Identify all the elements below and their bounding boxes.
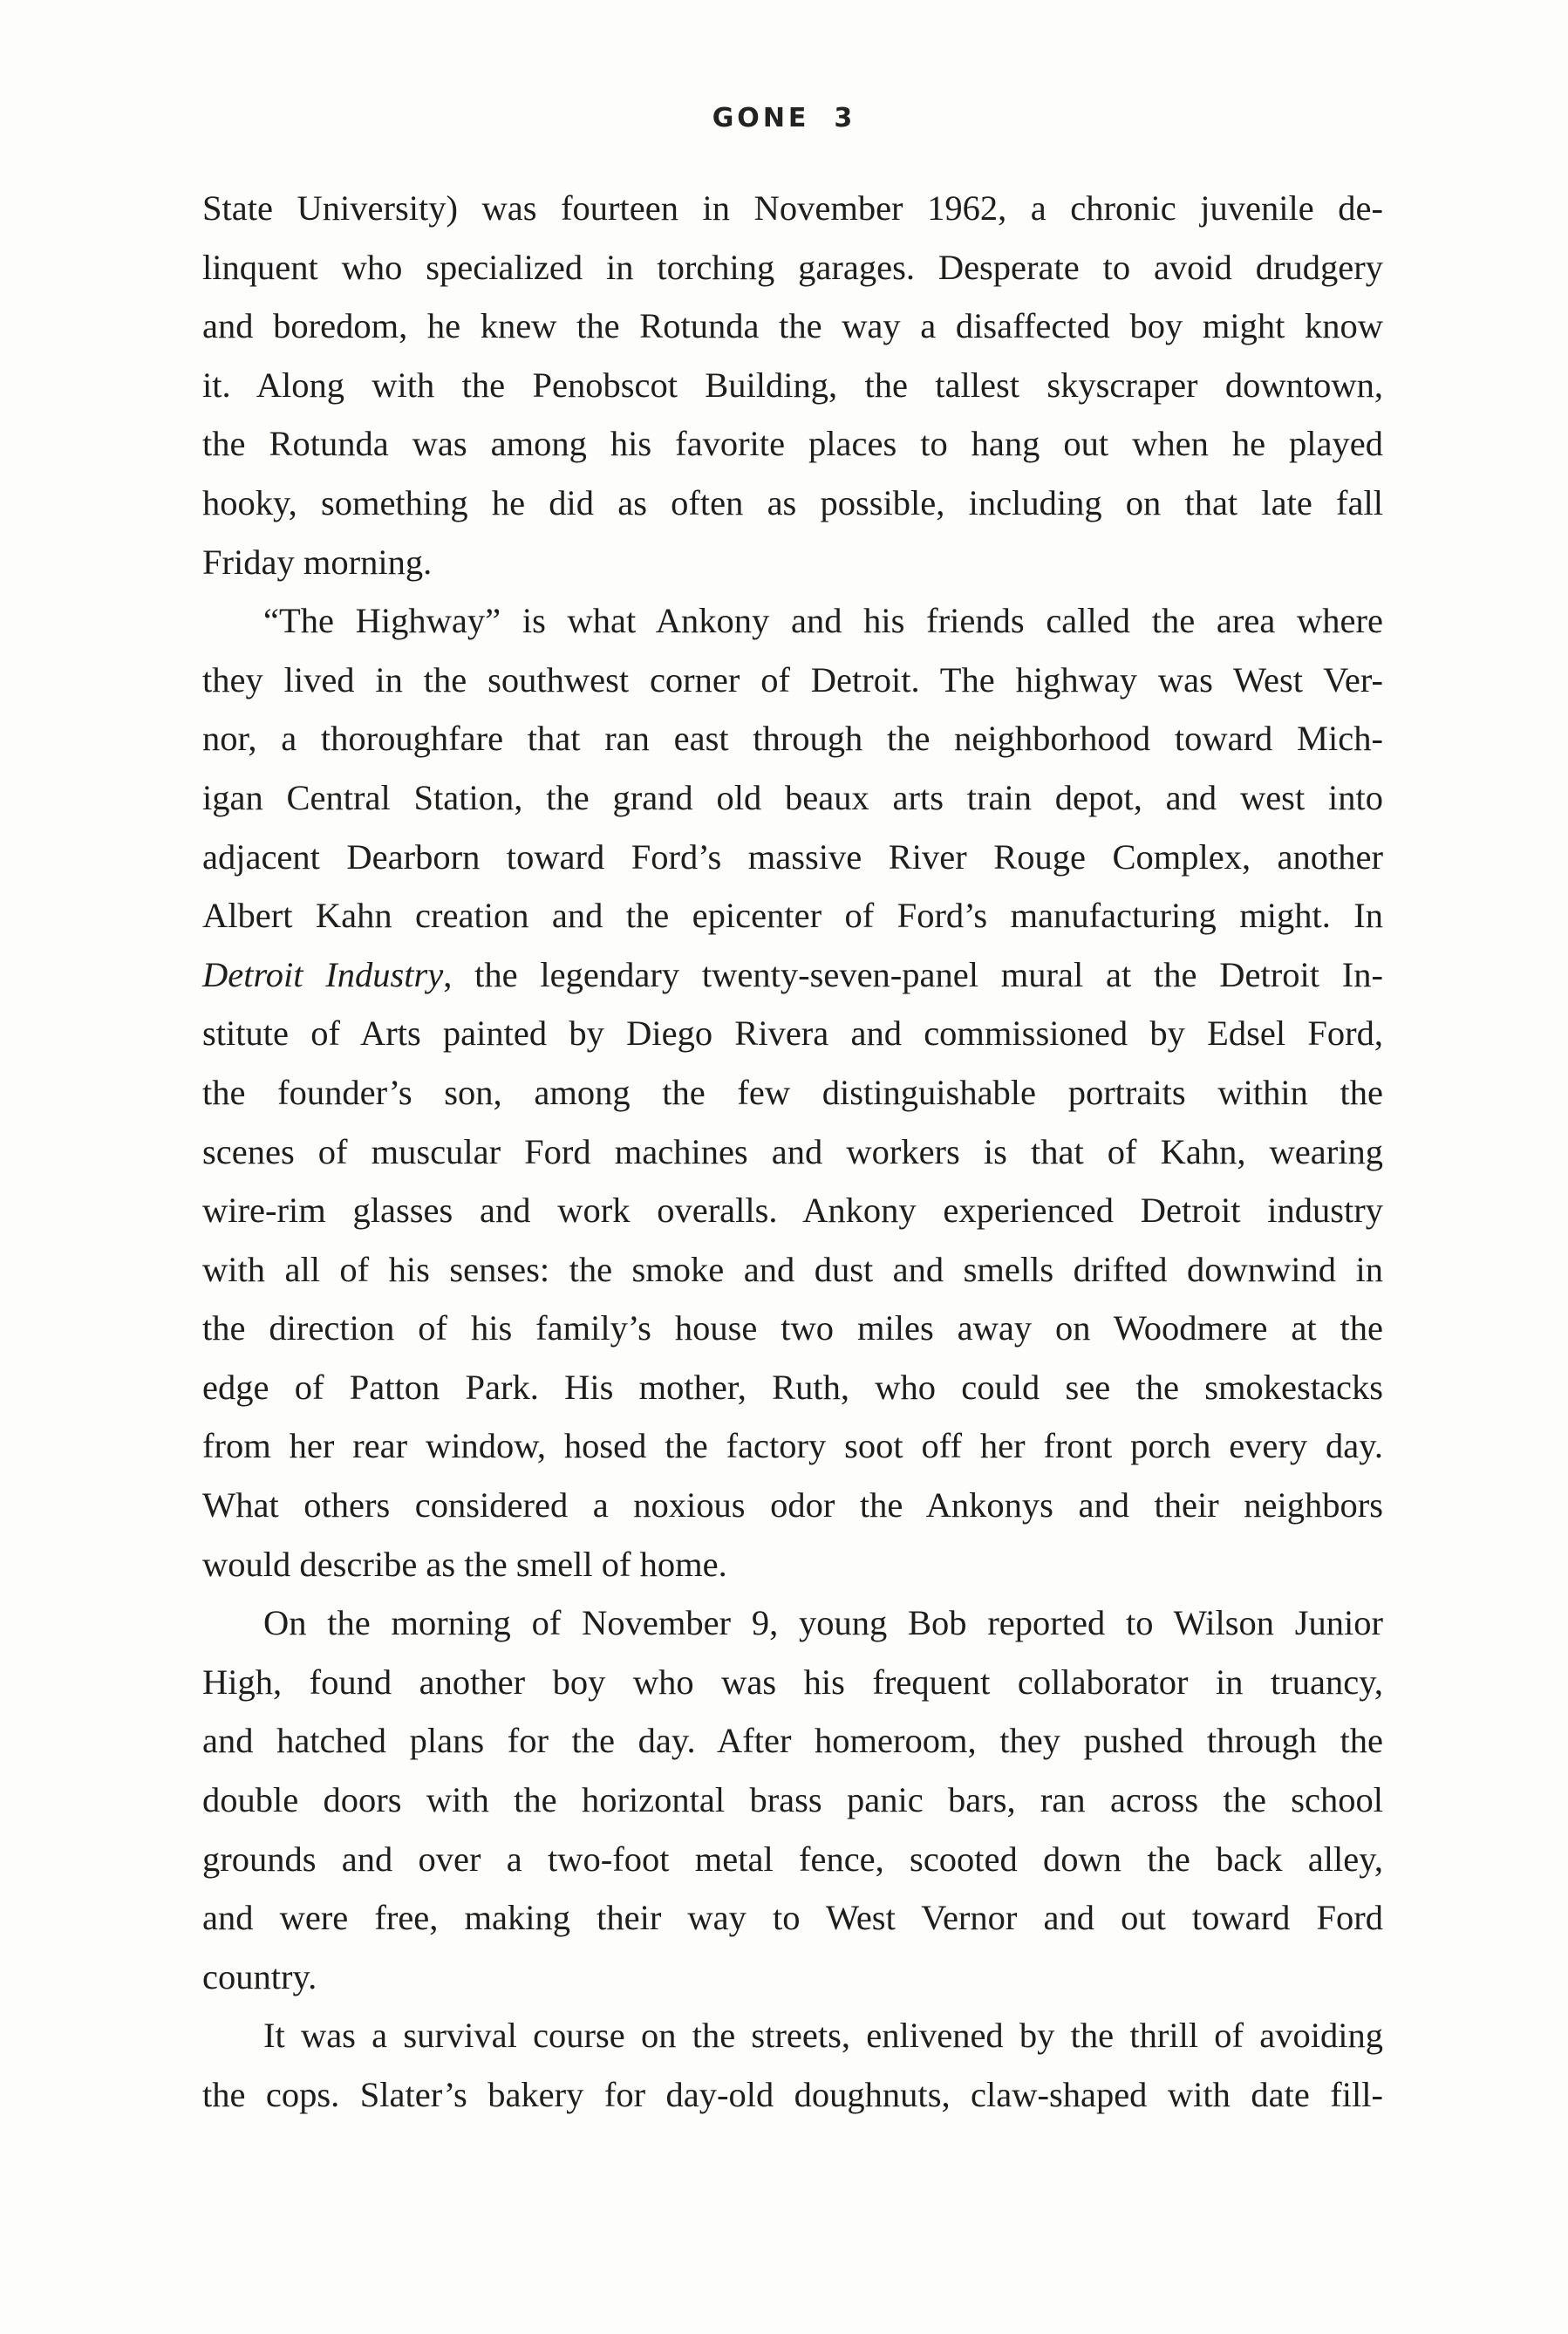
text-line: would describe as the smell of home. xyxy=(202,1544,727,1584)
body-text xyxy=(202,179,1383,2125)
text-line: it. Along with the Penobscot Building, the tallest skyscraper downtown, xyxy=(202,365,1383,405)
running-head xyxy=(0,103,1568,133)
text-line: stitute of Arts painted by Diego Rivera and commissioned by Edsel Ford, xyxy=(202,1013,1383,1054)
text-line: country. xyxy=(202,1956,317,1996)
running-head-title: GONE xyxy=(712,103,810,133)
text-line: edge of Patton Park. His mother, Ruth, who could see the smokestacks xyxy=(202,1367,1383,1407)
text-line: adjacent Dearborn toward Ford’s massive River Rouge Complex, another xyxy=(202,836,1383,877)
text-line: with all of his senses: the smoke and dust and smells drifted downwind in xyxy=(202,1249,1383,1289)
text-line: linquent who specialized in torching garages. Desperate to avoid drudgery xyxy=(202,247,1383,287)
text-line: the direction of his family’s house two miles away on Woodmere at the xyxy=(202,1308,1383,1348)
text-line: and boredom, he knew the Rotunda the way a disaffected boy might know xyxy=(202,306,1383,346)
text-line: What others considered a noxious odor the Ankonys and their neighbors xyxy=(202,1485,1383,1525)
paragraph-1 xyxy=(202,179,1383,591)
text-line: High, found another boy who was his frequent collaborator in truancy, xyxy=(202,1662,1383,1702)
text-line: grounds and over a two-foot metal fence, scooted down the back alley, xyxy=(202,1839,1383,1879)
text-line-italic-title: Detroit Industry, the legendary twenty-seven-panel mural at the Detroit In- xyxy=(202,954,1383,994)
text-line: the cops. Slater’s bakery for day-old doughnuts, claw-shaped with date fill- xyxy=(202,2075,1383,2114)
text-line: wire-rim glasses and work overalls. Ankony experienced Detroit industry xyxy=(202,1191,1383,1231)
text-line: double doors with the horizontal brass panic bars, ran across the school xyxy=(202,1780,1383,1820)
paragraph-4 xyxy=(202,2006,1383,2124)
paragraph-3 xyxy=(202,1594,1383,2006)
text-line: State University) was fourteen in November 1962, a chronic juvenile de- xyxy=(202,188,1383,228)
text-line: “The Highway” is what Ankony and his friends called the area where xyxy=(263,601,1383,641)
text-line: the founder’s son, among the few distinguishable portraits within the xyxy=(202,1072,1383,1112)
text-line: hooky, something he did as often as possible, including on that late fall xyxy=(202,482,1383,522)
text-line: nor, a thoroughfare that ran east through the neighborhood toward Mich- xyxy=(202,719,1383,759)
text-line: the Rotunda was among his favorite places to hang out when he played xyxy=(202,424,1383,464)
text-line: On the morning of November 9, young Bob reported to Wilson Junior xyxy=(263,1603,1383,1643)
mural-title: Detroit Industry xyxy=(202,954,444,994)
text-line: Friday morning. xyxy=(202,542,433,582)
text-line: igan Central Station, the grand old beaux arts train depot, and west into xyxy=(202,777,1383,817)
page-number: 3 xyxy=(834,103,856,133)
text-line: and hatched plans for the day. After homeroom, they pushed through the xyxy=(202,1721,1383,1761)
text-line: scenes of muscular Ford machines and workers is that of Kahn, wearing xyxy=(202,1131,1383,1171)
text-line: It was a survival course on the streets, enlivened by the thrill of avoiding xyxy=(263,2016,1383,2056)
text-line: Albert Kahn creation and the epicenter of Ford’s manufacturing might. In xyxy=(202,896,1383,936)
text-line: and were free, making their way to West Vernor and out toward Ford xyxy=(202,1898,1383,1938)
text-line: they lived in the southwest corner of Detroit. The highway was West Ver- xyxy=(202,659,1383,700)
paragraph-2 xyxy=(202,591,1383,1594)
text-line: from her rear window, hosed the factory soot off her front porch every day. xyxy=(202,1426,1383,1466)
